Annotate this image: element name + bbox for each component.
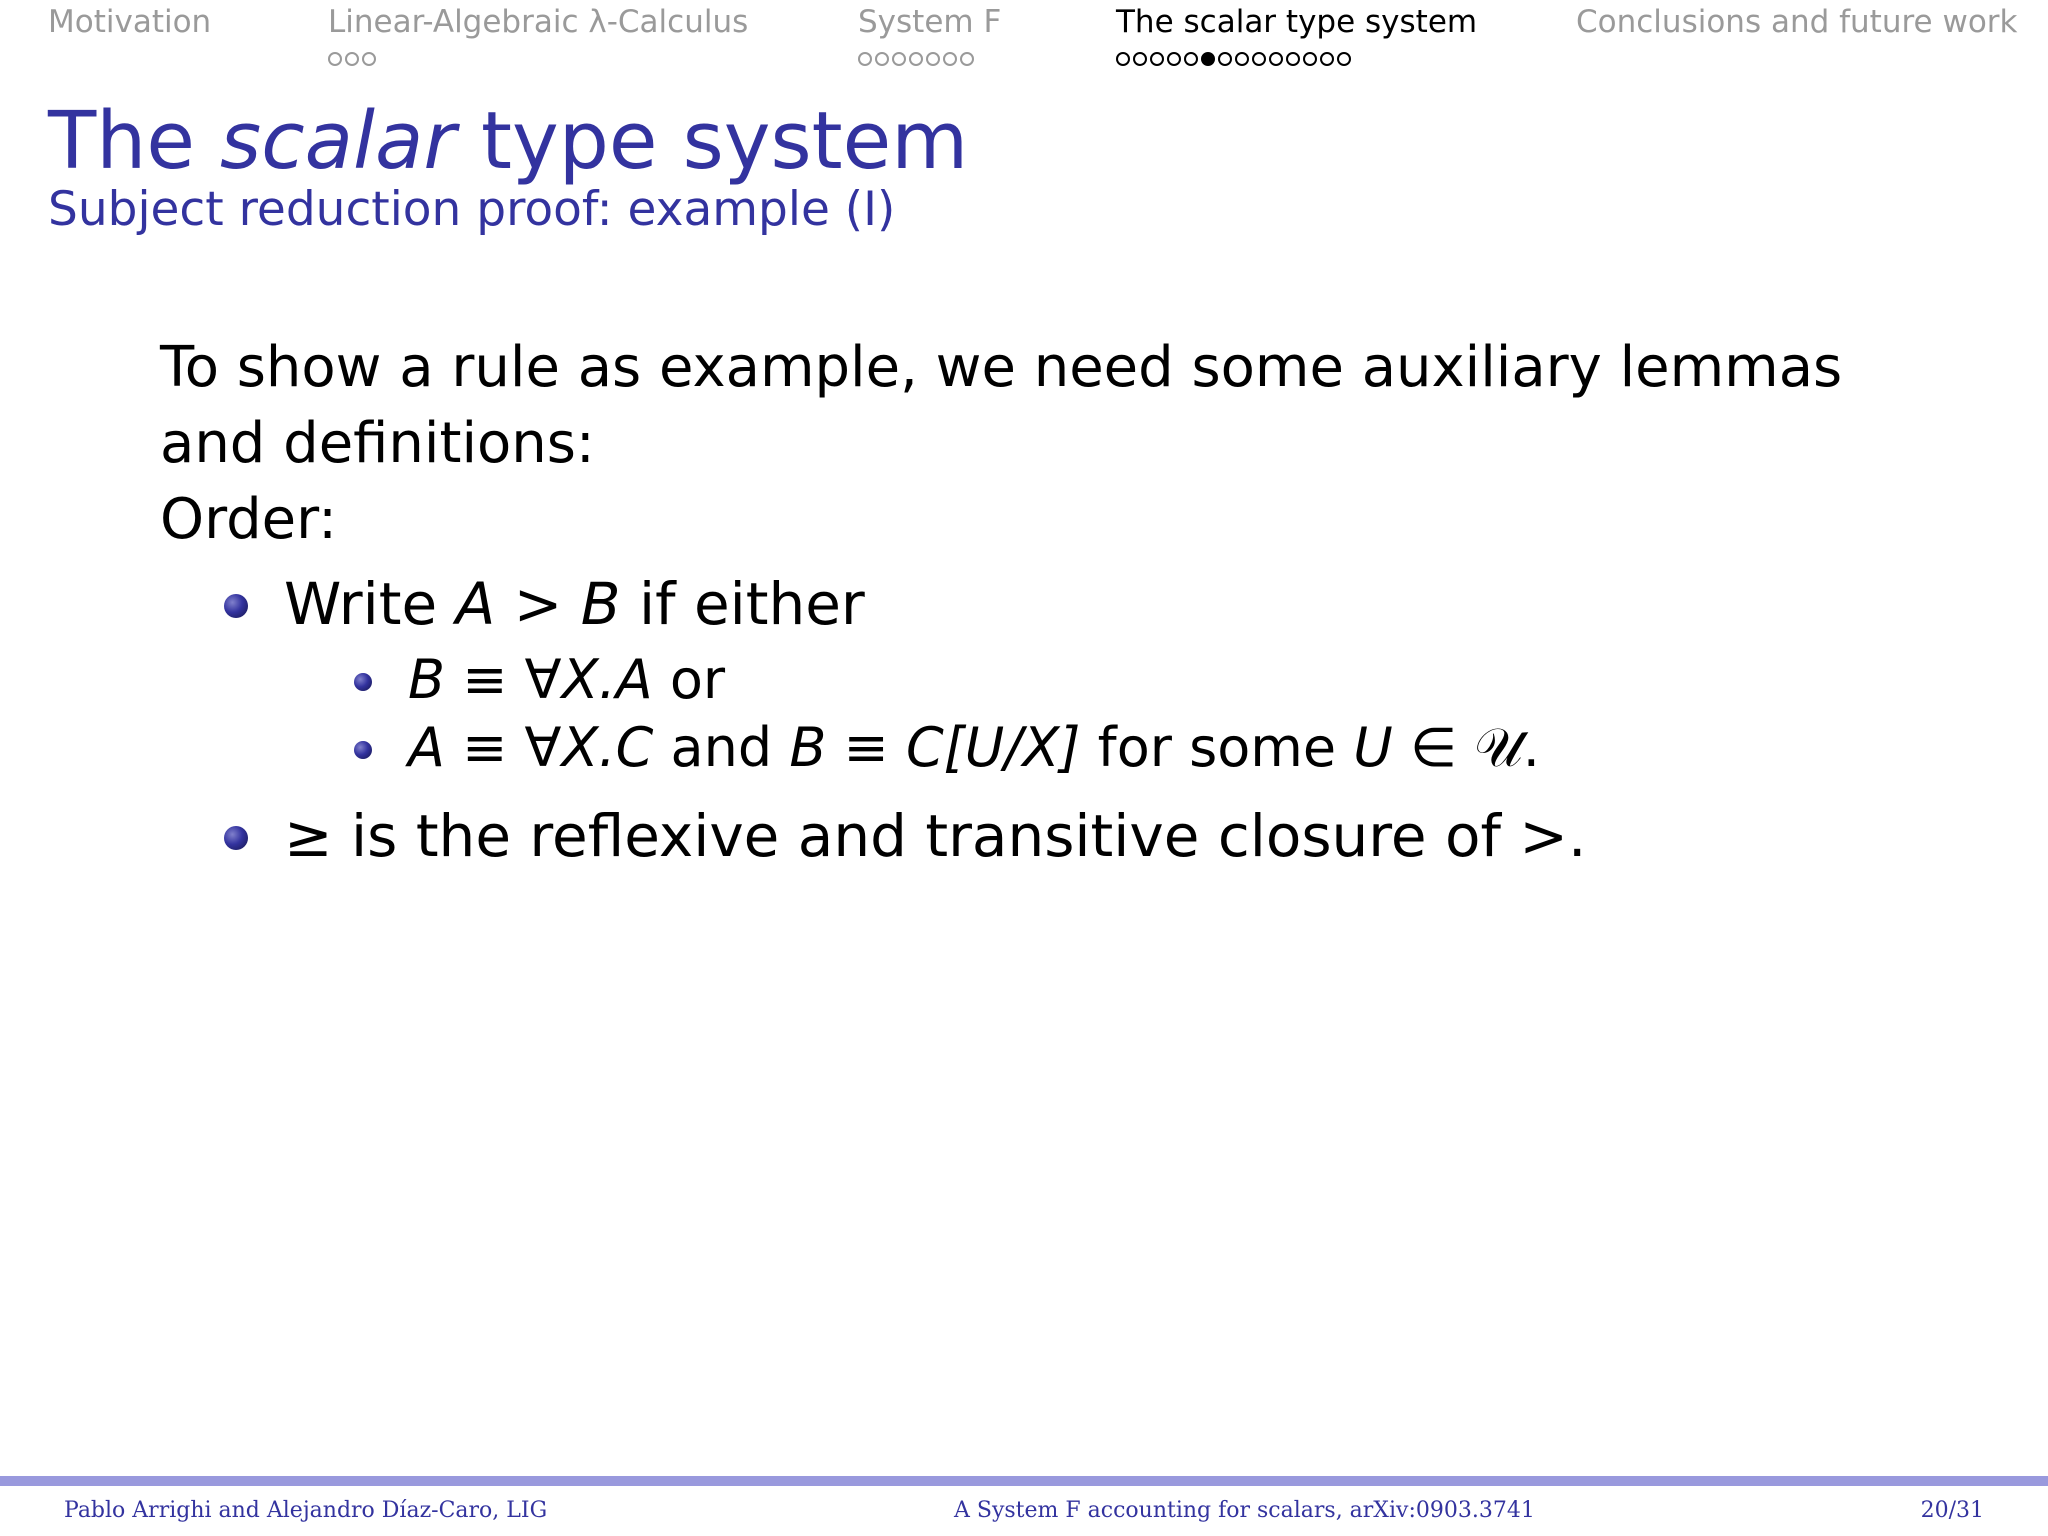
nav-frame-dot[interactable] bbox=[1320, 52, 1334, 66]
math-var-b: B bbox=[580, 570, 621, 638]
math-greater-than: > bbox=[1519, 802, 1568, 870]
math-forall: ∀ bbox=[524, 648, 562, 711]
math-equiv: ≡ bbox=[462, 716, 508, 779]
nav-frame-dot[interactable] bbox=[858, 52, 872, 66]
section-navigation bbox=[0, 0, 2048, 80]
nav-dots bbox=[1576, 50, 2018, 67]
nav-section-motivation[interactable] bbox=[48, 4, 211, 67]
footer-authors: Pablo Arrighi and Alejandro Díaz-Caro, LIG bbox=[64, 1498, 548, 1523]
nav-section-title[interactable]: System F bbox=[858, 4, 1002, 40]
nav-dots bbox=[858, 50, 1001, 67]
bullet-icon bbox=[224, 826, 248, 850]
nav-frame-dot[interactable] bbox=[926, 52, 940, 66]
nav-section-scalar-type-system[interactable] bbox=[1116, 4, 1477, 67]
nav-frame-dot[interactable] bbox=[1269, 52, 1283, 66]
footer-page-number: 20/31 bbox=[1920, 1498, 1984, 1523]
nav-section-title[interactable]: Linear-Algebraic λ-Calculus bbox=[328, 4, 749, 40]
nav-section-linear-algebraic[interactable] bbox=[328, 4, 748, 67]
slide-title-end: type system bbox=[455, 95, 969, 187]
bullet-icon bbox=[224, 594, 248, 618]
slide-body bbox=[160, 330, 1980, 878]
sub-bullet-icon bbox=[354, 741, 372, 759]
slide-title-start: The bbox=[48, 95, 221, 187]
nav-frame-dot[interactable] bbox=[1286, 52, 1300, 66]
nav-frame-dot[interactable] bbox=[1303, 52, 1317, 66]
sub-bullet-case-2 bbox=[160, 714, 1980, 782]
math-substitution: C[U/X] bbox=[905, 716, 1081, 779]
math-var-b: B bbox=[789, 716, 827, 779]
nav-frame-dot[interactable] bbox=[943, 52, 957, 66]
nav-section-title[interactable]: Motivation bbox=[48, 4, 212, 40]
bullet-text: is the reflexive and transitive closure of bbox=[332, 802, 1520, 870]
nav-frame-dot[interactable] bbox=[1116, 52, 1130, 66]
bullet-text: . bbox=[1567, 802, 1587, 870]
nav-frame-dot[interactable] bbox=[345, 52, 359, 66]
math-greater-than: > bbox=[513, 570, 563, 638]
nav-frame-dot[interactable] bbox=[362, 52, 376, 66]
bullet-text: Write bbox=[284, 570, 456, 638]
order-heading: Order: bbox=[160, 487, 338, 552]
nav-section-conclusions[interactable] bbox=[1576, 4, 2018, 67]
footer-talk-title: A System F accounting for scalars, arXiv:0903.3741 bbox=[954, 1498, 1535, 1523]
nav-section-system-f[interactable] bbox=[858, 4, 1001, 67]
nav-frame-dot[interactable] bbox=[875, 52, 889, 66]
math-var-b: B bbox=[408, 648, 446, 711]
nav-frame-dot[interactable] bbox=[960, 52, 974, 66]
math-expression: X.A bbox=[561, 648, 653, 711]
math-var-u: U bbox=[1353, 716, 1393, 779]
nav-frame-dot[interactable] bbox=[1133, 52, 1147, 66]
math-element-of: ∈ bbox=[1409, 716, 1458, 779]
nav-frame-dot[interactable] bbox=[1235, 52, 1249, 66]
bullet-order-definition bbox=[160, 562, 1980, 646]
slide-subtitle: Subject reduction proof: example (I) bbox=[48, 182, 896, 237]
math-equiv: ≡ bbox=[462, 648, 508, 711]
nav-frame-dot[interactable] bbox=[1150, 52, 1164, 66]
nav-frame-dot[interactable] bbox=[1252, 52, 1266, 66]
nav-dots bbox=[1116, 50, 1477, 67]
slide-title bbox=[48, 96, 968, 186]
math-var-a: A bbox=[455, 570, 496, 638]
math-expression: X.C bbox=[561, 716, 654, 779]
nav-frame-dot[interactable] bbox=[909, 52, 923, 66]
sub-bullet-text: for some bbox=[1080, 716, 1354, 779]
nav-section-title[interactable]: Conclusions and future work bbox=[1576, 4, 2018, 40]
sub-bullet-text: and bbox=[653, 716, 790, 779]
math-equiv: ≡ bbox=[843, 716, 889, 779]
sub-bullet-text: or bbox=[652, 648, 726, 711]
nav-dots bbox=[48, 50, 211, 67]
math-var-a: A bbox=[408, 716, 445, 779]
slide-footer bbox=[0, 1498, 2048, 1528]
sub-bullet-case-1 bbox=[160, 646, 1980, 714]
nav-frame-dot[interactable] bbox=[1167, 52, 1181, 66]
nav-dots bbox=[328, 50, 748, 67]
math-calligraphic-u: 𝒰 bbox=[1474, 716, 1523, 779]
math-geq: ≥ bbox=[284, 802, 333, 870]
nav-current-frame-dot[interactable] bbox=[1201, 52, 1215, 66]
nav-section-title[interactable]: The scalar type system bbox=[1116, 4, 1478, 40]
sub-bullet-icon bbox=[354, 673, 372, 691]
slide-title-emphasis: scalar bbox=[220, 95, 456, 187]
bullet-text: if either bbox=[620, 570, 865, 638]
math-forall: ∀ bbox=[524, 716, 562, 779]
footer-divider bbox=[0, 1476, 2048, 1486]
sub-bullet-text: . bbox=[1522, 716, 1540, 779]
nav-frame-dot[interactable] bbox=[328, 52, 342, 66]
nav-frame-dot[interactable] bbox=[1184, 52, 1198, 66]
nav-frame-dot[interactable] bbox=[1218, 52, 1232, 66]
nav-frame-dot[interactable] bbox=[892, 52, 906, 66]
nav-frame-dot[interactable] bbox=[1337, 52, 1351, 66]
bullet-closure-definition bbox=[160, 794, 1980, 878]
intro-paragraph: To show a rule as example, we need some auxiliary lemmas and definitions: bbox=[160, 335, 1843, 476]
